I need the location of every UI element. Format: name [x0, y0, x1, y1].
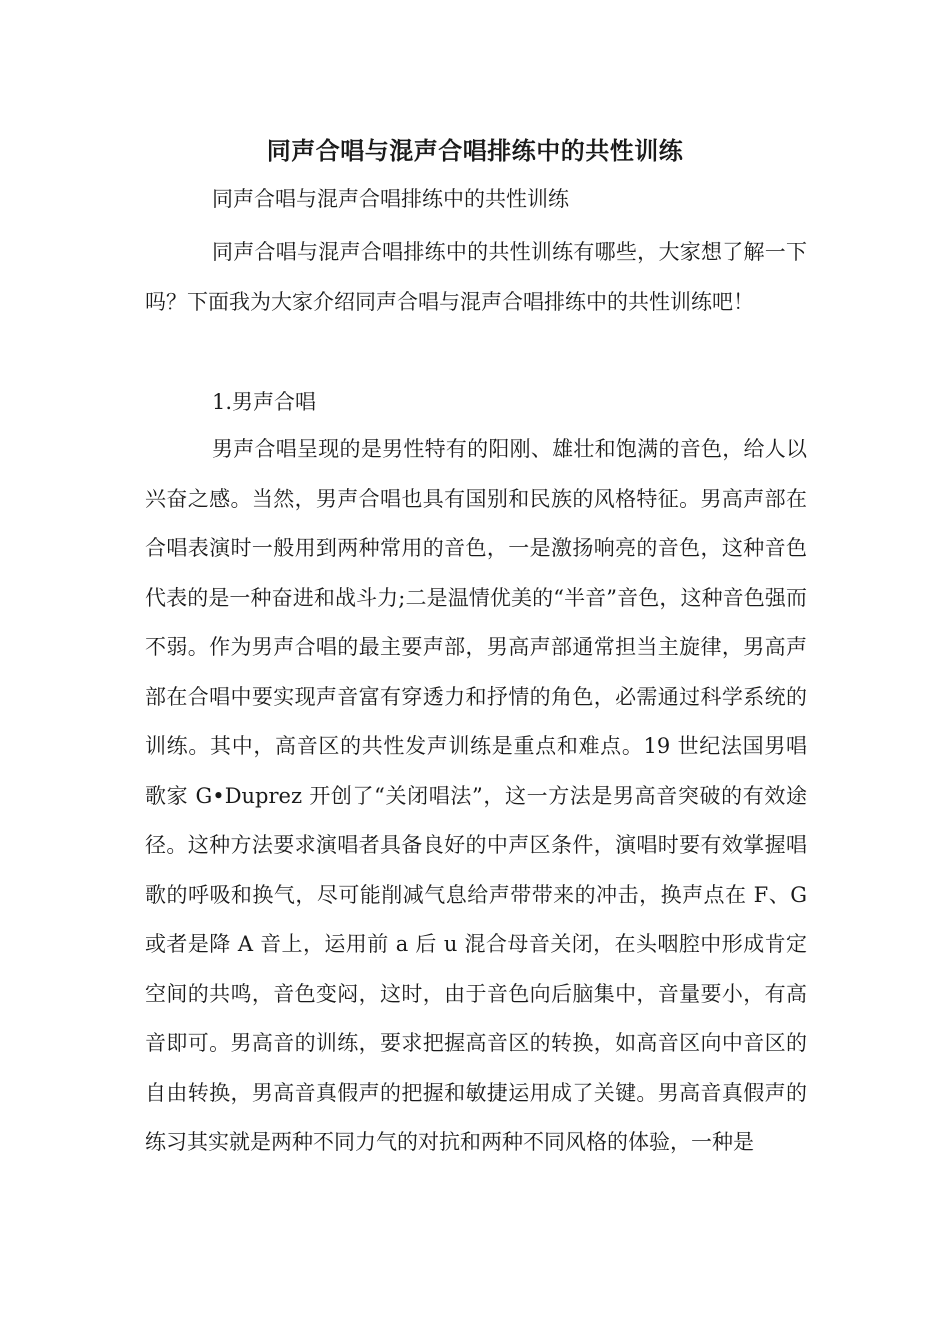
document-title: 同声合唱与混声合唱排练中的共性训练 — [266, 137, 684, 165]
section-heading-male-choir: 1.男声合唱 — [212, 390, 317, 414]
intro-paragraph: 同声合唱与混声合唱排练中的共性训练有哪些，大家想了解一下吗？下面我为大家介绍同声合唱与混声合唱排练中的共性训练吧！ — [145, 240, 807, 314]
section-body-male-choir: 男声合唱呈现的是男性特有的阳刚、雄壮和饱满的音色，给人以兴奋之感。当然，男声合唱也具有国别和民族的风格特征。男高声部在合唱表演时一般用到两种常用的音色，一是激扬响亮的音色，这种音色代表的是一种奋进和战斗力;二是温情优美的“半音”音色，这种音色强而不弱。作为男声合唱的最主要声部，男高声部通常担当主旋律，男高声部在合唱中要实现声音富有穿透力和抒情的角色，必需通过科学系统的训练。其中，高音区的共性发声训练是重点和难点。19 世纪法国男唱歌家 G•Duprez 开创了“关闭唱法”，这一方法是男高音突破的有效途径。这种方法要求演唱者具备良好的中声区条件，演唱时要有效掌握唱歌的呼吸和换气，尽可能削减气息给声带带来的冲击，换声点在 F、G 或者是降 A 音上，运用前 a 后 u 混合母音关闭，在头咽腔中形成肯定空间的共鸣，音色变闷，这时，由于音色向后脑集中，音量要小，有高音即可。男高音的训练，要求把握高音区的转换，如高音区向中音区的自由转换，男高音真假声的把握和敏捷运用成了关键。男高音真假声的练习其实就是两种不同力气的对抗和两种不同风格的体验，一种是 — [145, 437, 807, 1154]
document-subtitle: 同声合唱与混声合唱排练中的共性训练 — [212, 187, 569, 211]
